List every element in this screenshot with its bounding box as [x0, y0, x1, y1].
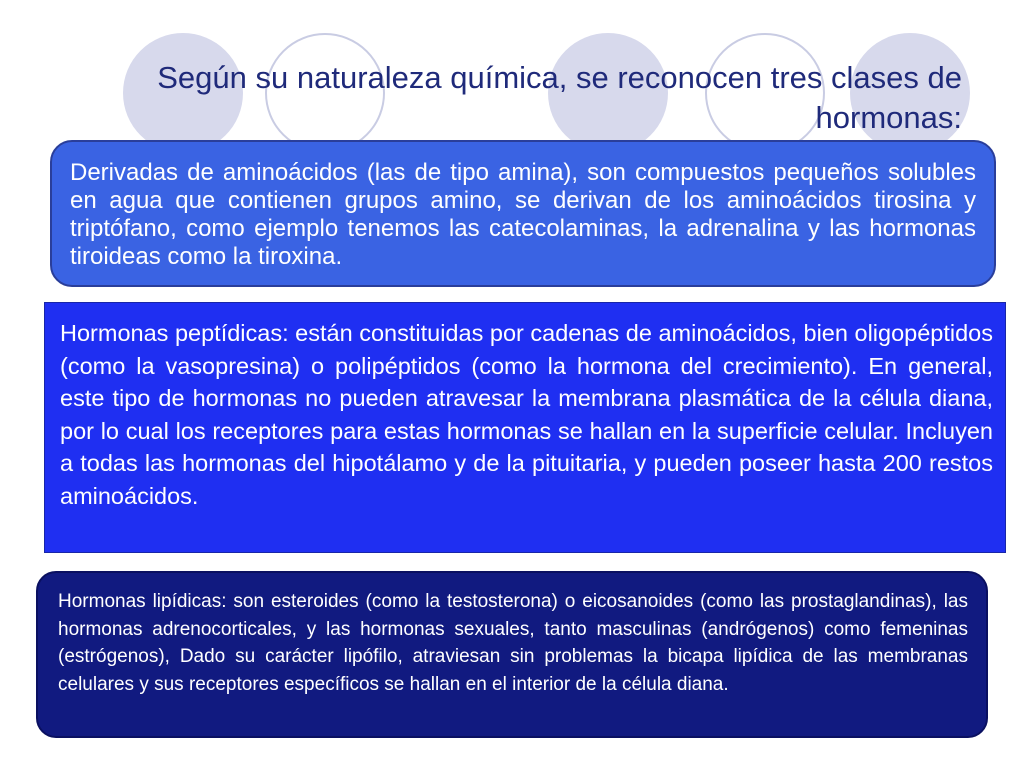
peptide-hormones-text: Hormonas peptídicas: están constituidas por cadenas de aminoácidos, bien oligopéptidos (como la vasopresina) o polipéptidos (como la hormona del crecimiento). En general, este tipo de hormonas no pueden atravesar la membrana plasmática de la célula diana, por lo cual los receptores para estas hormonas se hallan en la superficie celular. Incluyen a todas las hormonas del hipotálamo y de la pituitaria, y pueden poseer hasta 200 restos aminoácidos. — [60, 320, 993, 509]
peptide-hormones-box — [44, 302, 1006, 553]
lipid-hormones-box — [36, 571, 988, 738]
slide-title: Según su naturaleza química, se reconocen tres clases de hormonas: — [157, 60, 962, 135]
amine-hormones-text: Derivadas de aminoácidos (las de tipo amina), son compuestos pequeños solubles en agua que contienen grupos amino, se derivan de los aminoácidos tirosina y triptófano, como ejemplo tenemos las catecolaminas, la adrenalina y las hormonas tiroideas como la tiroxina. — [70, 159, 976, 270]
amine-hormones-box — [50, 140, 996, 287]
lipid-hormones-text: Hormonas lipídicas: son esteroides (como la testosterona) o eicosanoides (como las prostaglandinas), las hormonas adrenocorticales, y las hormonas sexuales, tanto masculinas (andrógenos) como femeninas (estrógenos), Dado su carácter lipófilo, atraviesan sin problemas la bicapa lipídica de las membranas celulares y sus receptores específicos se hallan en el interior de la célula diana. — [58, 591, 968, 695]
